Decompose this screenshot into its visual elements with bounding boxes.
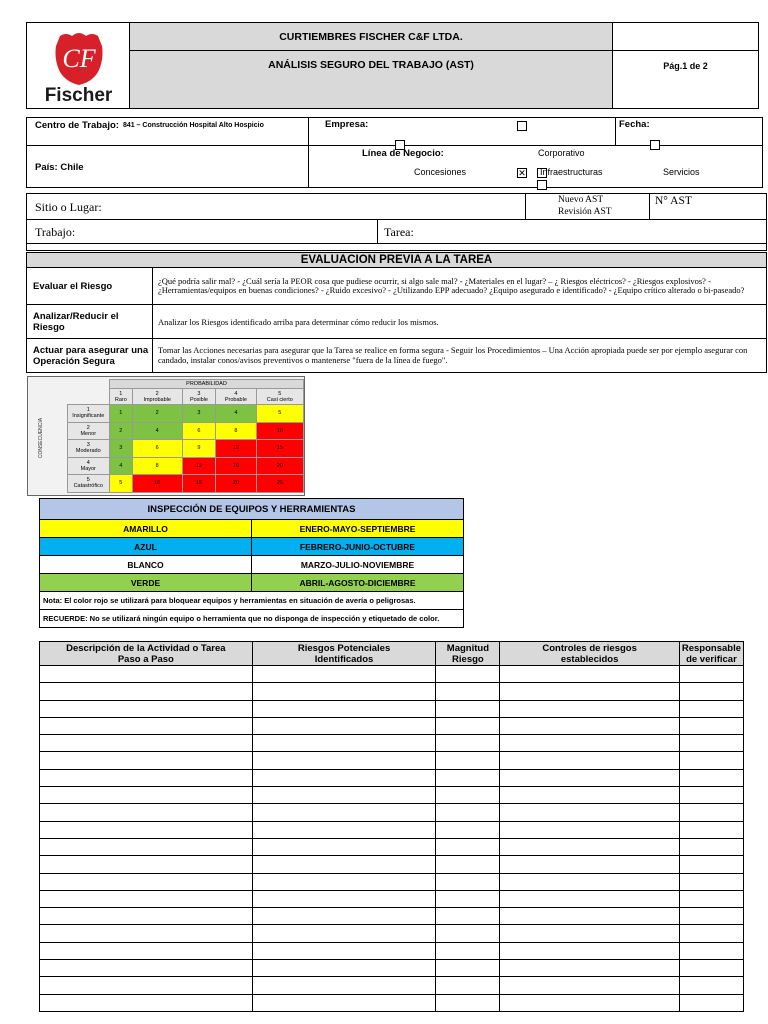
centro-value: 841 – Construcción Hospital Alto Hospicio xyxy=(122,121,264,129)
table-cell[interactable] xyxy=(252,908,436,925)
table-cell[interactable] xyxy=(679,787,743,804)
concesiones-checkbox[interactable]: ✕ xyxy=(518,168,526,178)
table-cell[interactable] xyxy=(679,977,743,994)
table-cell[interactable] xyxy=(500,821,679,838)
logo-text: Fischer xyxy=(44,85,113,106)
matrix-cell: 3 xyxy=(182,405,215,423)
matrix-cell: 5 xyxy=(256,405,303,423)
table-cell[interactable] xyxy=(252,977,436,994)
insp-recuerde: RECUERDE: No se utilizará ningún equipo o herramienta que no disponga de inspección y etiquetado de color. xyxy=(40,610,464,628)
table-cell[interactable] xyxy=(436,683,500,700)
table-cell[interactable] xyxy=(436,666,500,683)
matrix-cell: 15 xyxy=(182,475,215,493)
table-cell[interactable] xyxy=(40,787,253,804)
table-cell[interactable] xyxy=(40,960,253,977)
table-cell[interactable] xyxy=(40,717,253,734)
insp-color-azul: AZUL xyxy=(40,538,252,556)
table-cell[interactable] xyxy=(40,908,253,925)
table-cell[interactable] xyxy=(252,752,436,769)
table-cell[interactable] xyxy=(436,960,500,977)
table-cell[interactable] xyxy=(436,787,500,804)
table-cell[interactable] xyxy=(500,666,679,683)
table-cell[interactable] xyxy=(40,925,253,942)
corporativo-label: Corporativo xyxy=(538,148,585,158)
servicios-label: Servicios xyxy=(663,167,700,177)
matrix-cell: 4 xyxy=(110,457,133,475)
evaluacion-title: EVALUACION PREVIA A LA TAREA xyxy=(26,252,767,268)
table-cell[interactable] xyxy=(40,683,253,700)
matrix-col-name: Raro xyxy=(114,396,127,403)
table-cell[interactable] xyxy=(679,856,743,873)
table-cell[interactable] xyxy=(500,856,679,873)
table-cell[interactable] xyxy=(500,977,679,994)
table-cell[interactable] xyxy=(679,838,743,855)
matrix-col-header xyxy=(256,389,303,405)
table-row xyxy=(40,838,744,855)
trabajo-label: Trabajo: xyxy=(35,225,76,239)
table-cell[interactable] xyxy=(500,700,679,717)
inspeccion-title: INSPECCIÓN DE EQUIPOS Y HERRAMIENTAS xyxy=(40,499,464,520)
table-row xyxy=(40,873,744,890)
table-cell[interactable] xyxy=(679,700,743,717)
matrix-row xyxy=(37,405,304,423)
matrix-col-number: 5 xyxy=(278,390,282,397)
table-cell[interactable] xyxy=(500,683,679,700)
matrix-row-number: 2 xyxy=(86,424,90,431)
revision-ast-label: Revisión AST xyxy=(558,207,612,217)
logo-cell xyxy=(27,23,130,108)
table-cell[interactable] xyxy=(252,700,436,717)
table-row xyxy=(40,960,744,977)
table-row xyxy=(40,925,744,942)
table-cell[interactable] xyxy=(500,752,679,769)
table-cell[interactable] xyxy=(40,856,253,873)
actuar-text: Tomar las Acciones necesarias para asegurar que la Tarea se realice en forma segura - Seguir los Procedimientos – Una Acción apropiada puede ser por ejemplo asegurar con candado, instalar conos/avisos preventivos o mantenerse "fuera de la línea de fuego". xyxy=(153,339,767,373)
empresa-checkbox[interactable] xyxy=(517,121,527,131)
matrix-col-number: 1 xyxy=(119,390,123,397)
matrix-col-name: Posible xyxy=(189,396,208,403)
matrix-row-label xyxy=(67,475,110,493)
table-row xyxy=(40,752,744,769)
table-cell[interactable] xyxy=(436,769,500,786)
matrix-col-number: 2 xyxy=(155,390,159,397)
matrix-col-name: Improbable xyxy=(143,396,171,403)
centro-label: Centro de Trabajo: xyxy=(35,119,119,131)
table-cell[interactable] xyxy=(40,873,253,890)
table-cell[interactable] xyxy=(679,821,743,838)
header-block xyxy=(26,22,759,109)
matrix-row xyxy=(37,440,304,458)
table-cell[interactable] xyxy=(252,890,436,907)
table-cell[interactable] xyxy=(436,804,500,821)
table-cell[interactable] xyxy=(252,942,436,959)
col-responsable-header: Responsable de verificar xyxy=(679,642,743,666)
table-cell[interactable] xyxy=(436,925,500,942)
table-cell[interactable] xyxy=(40,700,253,717)
table-cell[interactable] xyxy=(252,838,436,855)
table-cell[interactable] xyxy=(679,942,743,959)
table-cell[interactable] xyxy=(679,717,743,734)
table-row xyxy=(40,769,744,786)
table-cell[interactable] xyxy=(500,735,679,752)
matrix-col-headers xyxy=(37,389,304,405)
matrix-cell: 10 xyxy=(132,475,182,493)
matrix-row-number: 3 xyxy=(86,442,90,449)
evaluar-text: ¿Qué podría salir mal? - ¿Cuál sería la PEOR cosa que pudiese ocurrir, si algo sale mal? - ¿Materiales en el lugar? – ¿ Riesgos eléctricos? - ¿Riesgos explosivos? - ¿Herramientas/equipos en buenas condiciones? - ¿Ruido excesivo? - ¿Utilizando EPP adecuado? ¿Equipo asegurado e identificado? - ¿Equipo crítico alterado o bi-paseado? xyxy=(153,268,767,305)
col-magnitud-header: Magnitud Riesgo xyxy=(436,642,500,666)
analizar-text: Analizar los Riesgos identificado arriba para determinar cómo reducir los mismos. xyxy=(153,305,767,339)
empresa-label: Empresa: xyxy=(325,119,369,130)
risk-matrix xyxy=(27,376,305,496)
matrix-col-name: Casi cierto xyxy=(266,396,293,403)
matrix-row-number: 4 xyxy=(86,459,90,466)
matrix-cell: 9 xyxy=(182,440,215,458)
matrix-row-name: Mayor xyxy=(80,465,96,472)
actuar-label: Actuar para asegurar una Operación Segura xyxy=(27,339,153,373)
table-row xyxy=(40,821,744,838)
table-cell[interactable] xyxy=(252,873,436,890)
trabajo-divider xyxy=(27,243,766,244)
table-cell[interactable] xyxy=(436,942,500,959)
table-cell[interactable] xyxy=(436,735,500,752)
sitio-divider xyxy=(27,219,766,220)
table-cell[interactable] xyxy=(500,942,679,959)
sitio-label: Sitio o Lugar: xyxy=(35,200,102,214)
matrix-row xyxy=(37,457,304,475)
matrix-cell: 12 xyxy=(216,440,256,458)
table-cell[interactable] xyxy=(436,752,500,769)
tarea-label: Tarea: xyxy=(384,225,414,239)
analizar-row xyxy=(27,305,767,339)
matrix-col-header xyxy=(132,389,182,405)
table-row xyxy=(40,890,744,907)
table-cell[interactable] xyxy=(40,666,253,683)
table-cell[interactable] xyxy=(500,717,679,734)
table-cell[interactable] xyxy=(40,890,253,907)
activity-table-header xyxy=(40,642,744,666)
table-cell[interactable] xyxy=(436,908,500,925)
table-cell[interactable] xyxy=(500,769,679,786)
matrix-cell: 5 xyxy=(110,475,133,493)
table-cell[interactable] xyxy=(500,925,679,942)
matrix-cell: 3 xyxy=(110,440,133,458)
insp-color-verde: VERDE xyxy=(40,574,252,592)
table-cell[interactable] xyxy=(252,804,436,821)
info-block xyxy=(26,117,763,188)
table-cell[interactable] xyxy=(252,787,436,804)
activity-table xyxy=(39,641,744,1012)
infraestructuras-label: Infraestructuras xyxy=(540,167,603,177)
table-cell[interactable] xyxy=(500,994,679,1011)
matrix-row-name: Menor xyxy=(80,430,97,437)
col-riesgos-header: Riesgos Potenciales Identificados xyxy=(252,642,436,666)
centro-trabajo xyxy=(35,118,264,132)
sitio-col-divider-2 xyxy=(649,194,650,219)
matrix-cell: 8 xyxy=(216,422,256,440)
matrix-cell: 1 xyxy=(110,405,133,423)
table-cell[interactable] xyxy=(252,717,436,734)
matrix-cell: 2 xyxy=(110,422,133,440)
info-col-divider-1 xyxy=(308,118,309,187)
table-cell[interactable] xyxy=(500,890,679,907)
nuevo-ast-label: Nuevo AST xyxy=(558,195,604,205)
insp-months-blanco: MARZO-JULIO-NOVIEMBRE xyxy=(252,556,464,574)
insp-months-amarillo: ENERO-MAYO-SEPTIEMBRE xyxy=(252,520,464,538)
matrix-cell: 20 xyxy=(216,475,256,493)
document-title: ANÁLISIS SEGURO DEL TRABAJO (AST) xyxy=(130,51,613,108)
matrix-cell: 15 xyxy=(256,440,303,458)
table-cell[interactable] xyxy=(252,666,436,683)
insp-row-azul xyxy=(40,538,464,556)
table-cell[interactable] xyxy=(500,804,679,821)
svg-text:CF: CF xyxy=(62,44,96,73)
matrix-cell: 10 xyxy=(256,422,303,440)
matrix-row-label xyxy=(67,422,110,440)
table-row xyxy=(40,977,744,994)
insp-color-amarillo: AMARILLO xyxy=(40,520,252,538)
table-cell[interactable] xyxy=(679,873,743,890)
pais-label xyxy=(35,162,84,173)
infraestructuras-lower-checkbox[interactable] xyxy=(537,180,547,190)
table-cell[interactable] xyxy=(252,960,436,977)
table-row xyxy=(40,666,744,683)
pais-label-text: País: xyxy=(35,162,58,173)
matrix-row-label xyxy=(67,440,110,458)
table-row xyxy=(40,942,744,959)
matrix-cell: 25 xyxy=(256,475,303,493)
matrix-cell: 6 xyxy=(132,440,182,458)
evaluacion-table xyxy=(26,267,767,373)
insp-color-blanco: BLANCO xyxy=(40,556,252,574)
table-cell[interactable] xyxy=(40,838,253,855)
table-cell[interactable] xyxy=(252,683,436,700)
table-cell[interactable] xyxy=(500,960,679,977)
info-col-divider-2 xyxy=(615,118,616,145)
matrix-cell: 4 xyxy=(132,422,182,440)
matrix-col-header xyxy=(216,389,256,405)
insp-nota: Nota: El color rojo se utilizará para bloquear equipos y herramientas en situación de avería o peligrosas. xyxy=(40,592,464,610)
table-cell[interactable] xyxy=(500,838,679,855)
table-cell[interactable] xyxy=(40,804,253,821)
evaluar-row xyxy=(27,268,767,305)
concesiones-label: Concesiones xyxy=(414,167,467,177)
table-cell[interactable] xyxy=(252,856,436,873)
header-blank-cell xyxy=(613,23,758,51)
matrix-cell: 8 xyxy=(132,457,182,475)
matrix-row xyxy=(37,422,304,440)
no-ast-label: N° AST xyxy=(655,195,692,207)
sitio-col-divider-1 xyxy=(525,194,526,219)
table-row xyxy=(40,787,744,804)
table-cell[interactable] xyxy=(436,873,500,890)
table-cell[interactable] xyxy=(436,838,500,855)
col-controles-header: Controles de riesgos establecidos xyxy=(500,642,679,666)
trabajo-col-divider xyxy=(377,219,378,243)
table-cell[interactable] xyxy=(679,994,743,1011)
insp-months-azul: FEBRERO-JUNIO-OCTUBRE xyxy=(252,538,464,556)
table-cell[interactable] xyxy=(40,821,253,838)
table-cell[interactable] xyxy=(679,683,743,700)
matrix-cell: 20 xyxy=(256,457,303,475)
table-cell[interactable] xyxy=(436,890,500,907)
matrix-row-label xyxy=(67,405,110,423)
table-cell[interactable] xyxy=(252,769,436,786)
linea-negocio-label: Línea de Negocio: xyxy=(362,148,444,159)
pais-value: Chile xyxy=(60,162,84,173)
table-cell[interactable] xyxy=(679,804,743,821)
insp-row-amarillo xyxy=(40,520,464,538)
matrix-col-header xyxy=(182,389,215,405)
matrix-row-label xyxy=(67,457,110,475)
table-cell[interactable] xyxy=(500,873,679,890)
inspeccion-table xyxy=(39,498,464,628)
matrix-row-name: Insignificante xyxy=(72,413,105,420)
table-cell[interactable] xyxy=(679,908,743,925)
matrix-prob-label: PROBABILIDAD xyxy=(110,380,304,389)
table-cell[interactable] xyxy=(40,735,253,752)
table-row xyxy=(40,994,744,1011)
matrix-row-name: Moderado xyxy=(75,448,101,455)
table-cell[interactable] xyxy=(252,735,436,752)
table-cell[interactable] xyxy=(40,752,253,769)
table-row xyxy=(40,735,744,752)
insp-months-verde: ABRIL-AGOSTO-DICIEMBRE xyxy=(252,574,464,592)
table-cell[interactable] xyxy=(436,700,500,717)
table-cell[interactable] xyxy=(679,735,743,752)
col-descripcion-header: Descripción de la Actividad o Tarea Paso a Paso xyxy=(40,642,253,666)
insp-row-blanco xyxy=(40,556,464,574)
evaluar-label: Evaluar el Riesgo xyxy=(27,268,153,305)
table-cell[interactable] xyxy=(679,925,743,942)
table-cell[interactable] xyxy=(679,890,743,907)
table-cell[interactable] xyxy=(679,752,743,769)
table-cell[interactable] xyxy=(679,960,743,977)
table-row xyxy=(40,717,744,734)
fecha-label: Fecha: xyxy=(619,119,650,130)
table-cell[interactable] xyxy=(500,787,679,804)
sitio-trabajo-block xyxy=(26,193,767,251)
table-row xyxy=(40,804,744,821)
table-cell[interactable] xyxy=(679,666,743,683)
table-cell[interactable] xyxy=(252,925,436,942)
table-cell[interactable] xyxy=(252,994,436,1011)
table-cell[interactable] xyxy=(40,769,253,786)
matrix-cell: 6 xyxy=(182,422,215,440)
table-cell[interactable] xyxy=(40,942,253,959)
matrix-row-number: 5 xyxy=(86,477,90,484)
table-cell[interactable] xyxy=(436,821,500,838)
analizar-label: Analizar/Reducir el Riesgo xyxy=(27,305,153,339)
matrix-cell: 16 xyxy=(216,457,256,475)
table-cell[interactable] xyxy=(40,977,253,994)
page-number: Pág.1 de 2 xyxy=(663,61,708,71)
matrix-row-name: Catastrófico xyxy=(73,483,103,490)
matrix-cons-label: CONSECUENCIA xyxy=(38,417,44,459)
table-cell[interactable] xyxy=(679,769,743,786)
fischer-logo-icon xyxy=(52,30,106,86)
actuar-row xyxy=(27,339,767,373)
matrix-col-header xyxy=(110,389,133,405)
table-cell[interactable] xyxy=(436,994,500,1011)
table-cell[interactable] xyxy=(436,717,500,734)
matrix-row-number: 1 xyxy=(86,407,90,414)
matrix-cell: 12 xyxy=(182,457,215,475)
table-cell[interactable] xyxy=(252,821,436,838)
matrix-col-number: 3 xyxy=(197,390,201,397)
matrix-table xyxy=(37,379,304,493)
matrix-cell: 4 xyxy=(216,405,256,423)
table-cell[interactable] xyxy=(500,908,679,925)
table-row xyxy=(40,908,744,925)
matrix-row xyxy=(37,475,304,493)
table-cell[interactable] xyxy=(436,977,500,994)
fecha-checkbox[interactable] xyxy=(650,140,660,150)
table-row xyxy=(40,700,744,717)
table-row xyxy=(40,683,744,700)
matrix-cell: 2 xyxy=(132,405,182,423)
insp-row-verde xyxy=(40,574,464,592)
matrix-col-name: Probable xyxy=(224,396,247,403)
table-row xyxy=(40,856,744,873)
company-title: CURTIEMBRES FISCHER C&F LTDA. xyxy=(130,23,613,51)
matrix-col-number: 4 xyxy=(234,390,238,397)
table-cell[interactable] xyxy=(436,856,500,873)
table-cell[interactable] xyxy=(40,994,253,1011)
